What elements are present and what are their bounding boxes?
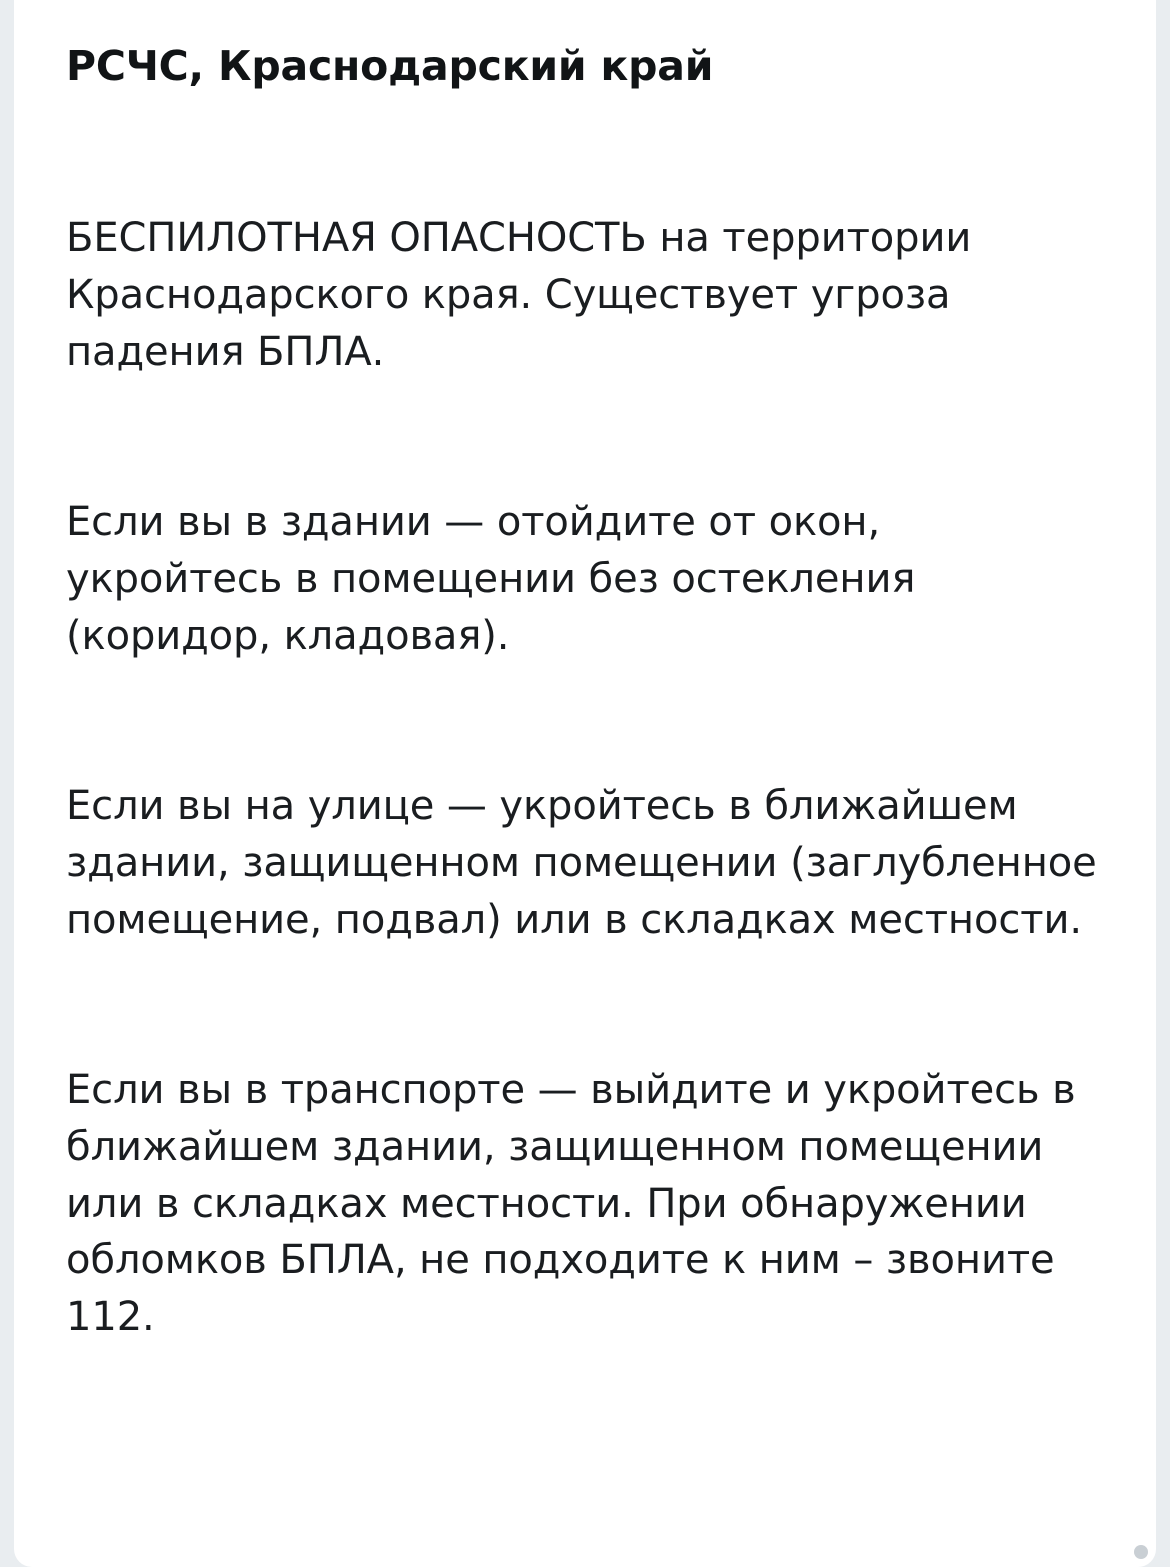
message-paragraph: БЕСПИЛОТНАЯ ОПАСНОСТЬ на территории Краснодарского края. Существует угроза падения БПЛА.: [66, 215, 984, 375]
message-title: РСЧС, Краснодарский край: [66, 42, 714, 90]
message-paragraph: Если вы на улице — укройтесь в ближайшем здании, защищенном помещении (заглубленное помещение, подвал) или в складках местности.: [66, 783, 1110, 943]
message-card: [14, 0, 1156, 1567]
message-body: [66, 96, 1110, 1459]
message-paragraph: Если вы в транспорте — выйдите и укройтесь в ближайшем здании, защищенном помещении или в складках местности. При обнаружении обломков БПЛА, не подходите к ним – звоните 112.: [66, 1067, 1089, 1341]
message-paragraph: Если вы в здании — отойдите от окон, укройтесь в помещении без остекления (коридор, кладовая).: [66, 499, 928, 659]
scroll-indicator-dot: [1134, 1545, 1148, 1559]
